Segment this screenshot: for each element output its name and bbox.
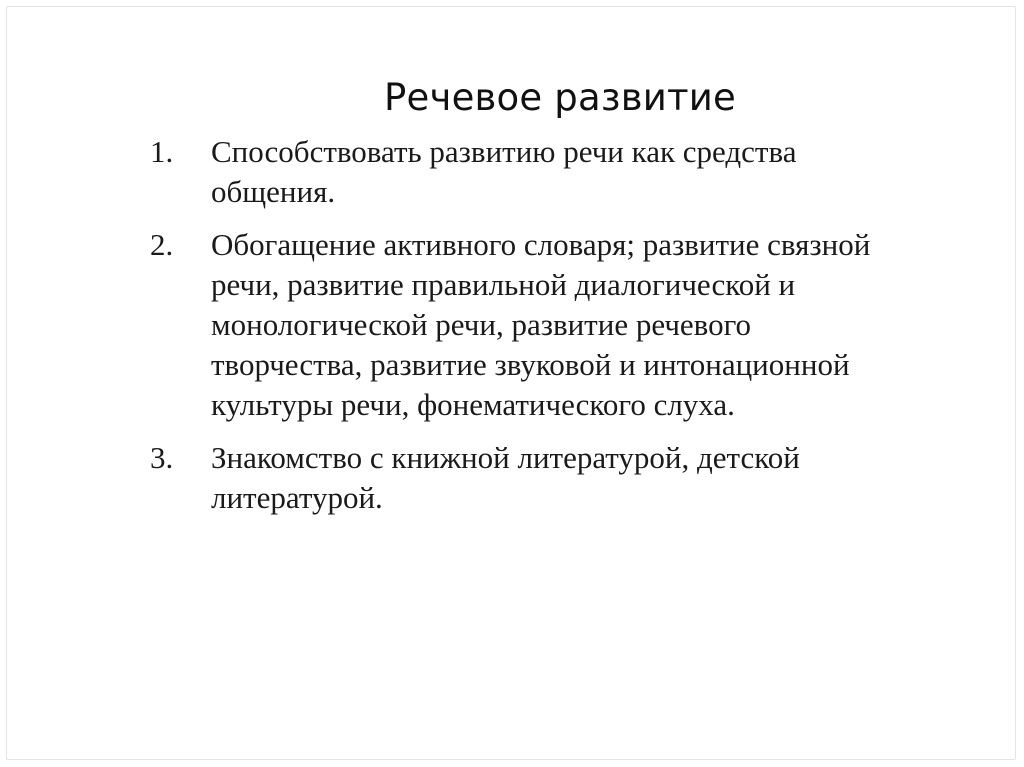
list-item-text: Обогащение активного словаря; развитие связной речи, развитие правильной диалогической и монологической речи, развитие речевого творчества, развитие звуковой и интонационной культуры речи, фонематического слуха. <box>211 227 871 422</box>
list-item <box>150 132 950 212</box>
slide-title: Речевое развитие <box>384 76 736 119</box>
list-item-text: Знакомство с книжной литературой, детской литературой. <box>211 440 800 515</box>
list-item <box>150 438 950 518</box>
list-item-text: Способствовать развитию речи как средства общения. <box>211 134 797 209</box>
list-item-number: 1. <box>150 134 174 169</box>
list-item <box>150 225 950 425</box>
objectives-list <box>150 132 950 531</box>
list-item-number: 3. <box>150 440 174 475</box>
list-item-number: 2. <box>150 227 174 262</box>
